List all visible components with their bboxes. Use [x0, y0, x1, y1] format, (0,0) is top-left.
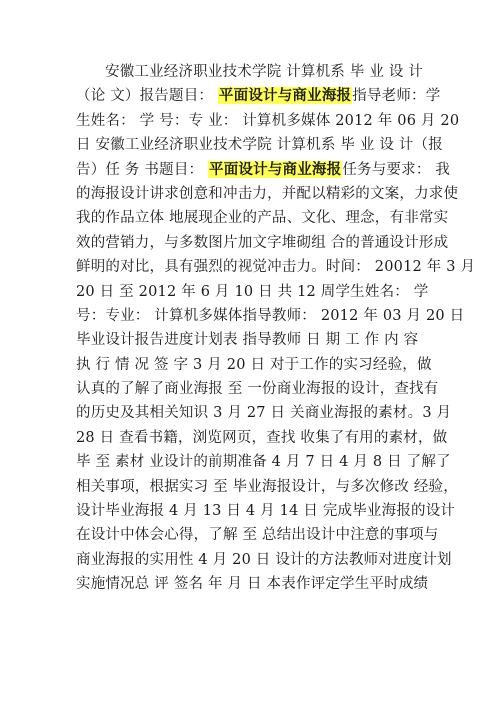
document-body — [76, 60, 476, 597]
text-line: 实施情况总 评 签名 年 月 日 本表作评定学生平时成绩 — [76, 576, 429, 593]
text-line: 20 日 至 2012 年 6 月 10 日 共 12 周学生姓名： 学 — [76, 283, 429, 300]
text-line: 鲜明的对比，具有强烈的视觉冲击力。时间： 20012 年 3 月 — [76, 259, 476, 276]
highlighted-title: 平面设计与商业海报 — [209, 160, 342, 178]
text-line: 的海报设计讲求创意和冲击力，并配以精彩的文案，力求使 — [76, 185, 459, 202]
text-line: 毕业设计报告进度计划表 指导教师 日 期 工 作 内 容 — [76, 332, 419, 349]
text-segment: 任务与要求： 我 — [342, 161, 451, 178]
text-segment: 指导老师：学 — [352, 88, 441, 105]
text-line: 我的作品立体 地展现企业的产品、文化、理念，有非常实 — [76, 210, 449, 227]
text-line: 的历史及其相关知识 3 月 27 日 关商业海报的素材。3 月 — [76, 405, 452, 422]
text-line: 执 行 情 况 签 字 3 月 20 日 对于工作的实习经验，做 — [76, 356, 432, 373]
text-segment: （论 文）报告题目： — [76, 88, 218, 105]
text-line: 效的营销力，与多数图片加文字堆砌组 合的普通设计形成 — [76, 234, 449, 251]
text-line: 号：专业： 计算机多媒体指导教师： 2012 年 03 月 20 日 — [76, 307, 465, 324]
text-line: 日 安徽工业经济职业技术学院 计算机系 毕 业 设 计（报 — [76, 137, 443, 154]
text-line: 28 日 查看书籍，浏览网页，查找 收集了有用的素材，做 — [76, 429, 448, 446]
text-line: 生姓名： 学 号：专 业： 计算机多媒体 2012 年 06 月 20 — [76, 112, 460, 129]
text-line: 相关事项，根据实习 至 毕业海报设计，与多次修改 经验， — [76, 478, 458, 495]
text-line: 设计毕业海报 4 月 13 日 4 月 14 日 完成毕业海报的设计 — [76, 503, 456, 520]
text-line-with-highlight — [76, 84, 441, 108]
text-line: 认真的了解了商业海报 至 一份商业海报的设计，查找有 — [76, 381, 439, 398]
highlighted-title: 平面设计与商业海报 — [218, 87, 352, 105]
text-line: 安徽工业经济职业技术学院 计算机系 毕 业 设 计 — [105, 64, 424, 80]
text-segment: 告）任 务 书题目： — [76, 161, 209, 178]
text-line-with-highlight — [76, 158, 451, 182]
text-line: 在设计中体会心得，了解 至 总结出设计中注意的事项与 — [76, 527, 439, 544]
text-line: 毕 至 素材 业设计的前期准备 4 月 7 日 4 月 8 日 了解了 — [76, 454, 451, 471]
text-line: 商业海报的实用性 4 月 20 日 设计的方法教师对进度计划 — [76, 551, 452, 568]
